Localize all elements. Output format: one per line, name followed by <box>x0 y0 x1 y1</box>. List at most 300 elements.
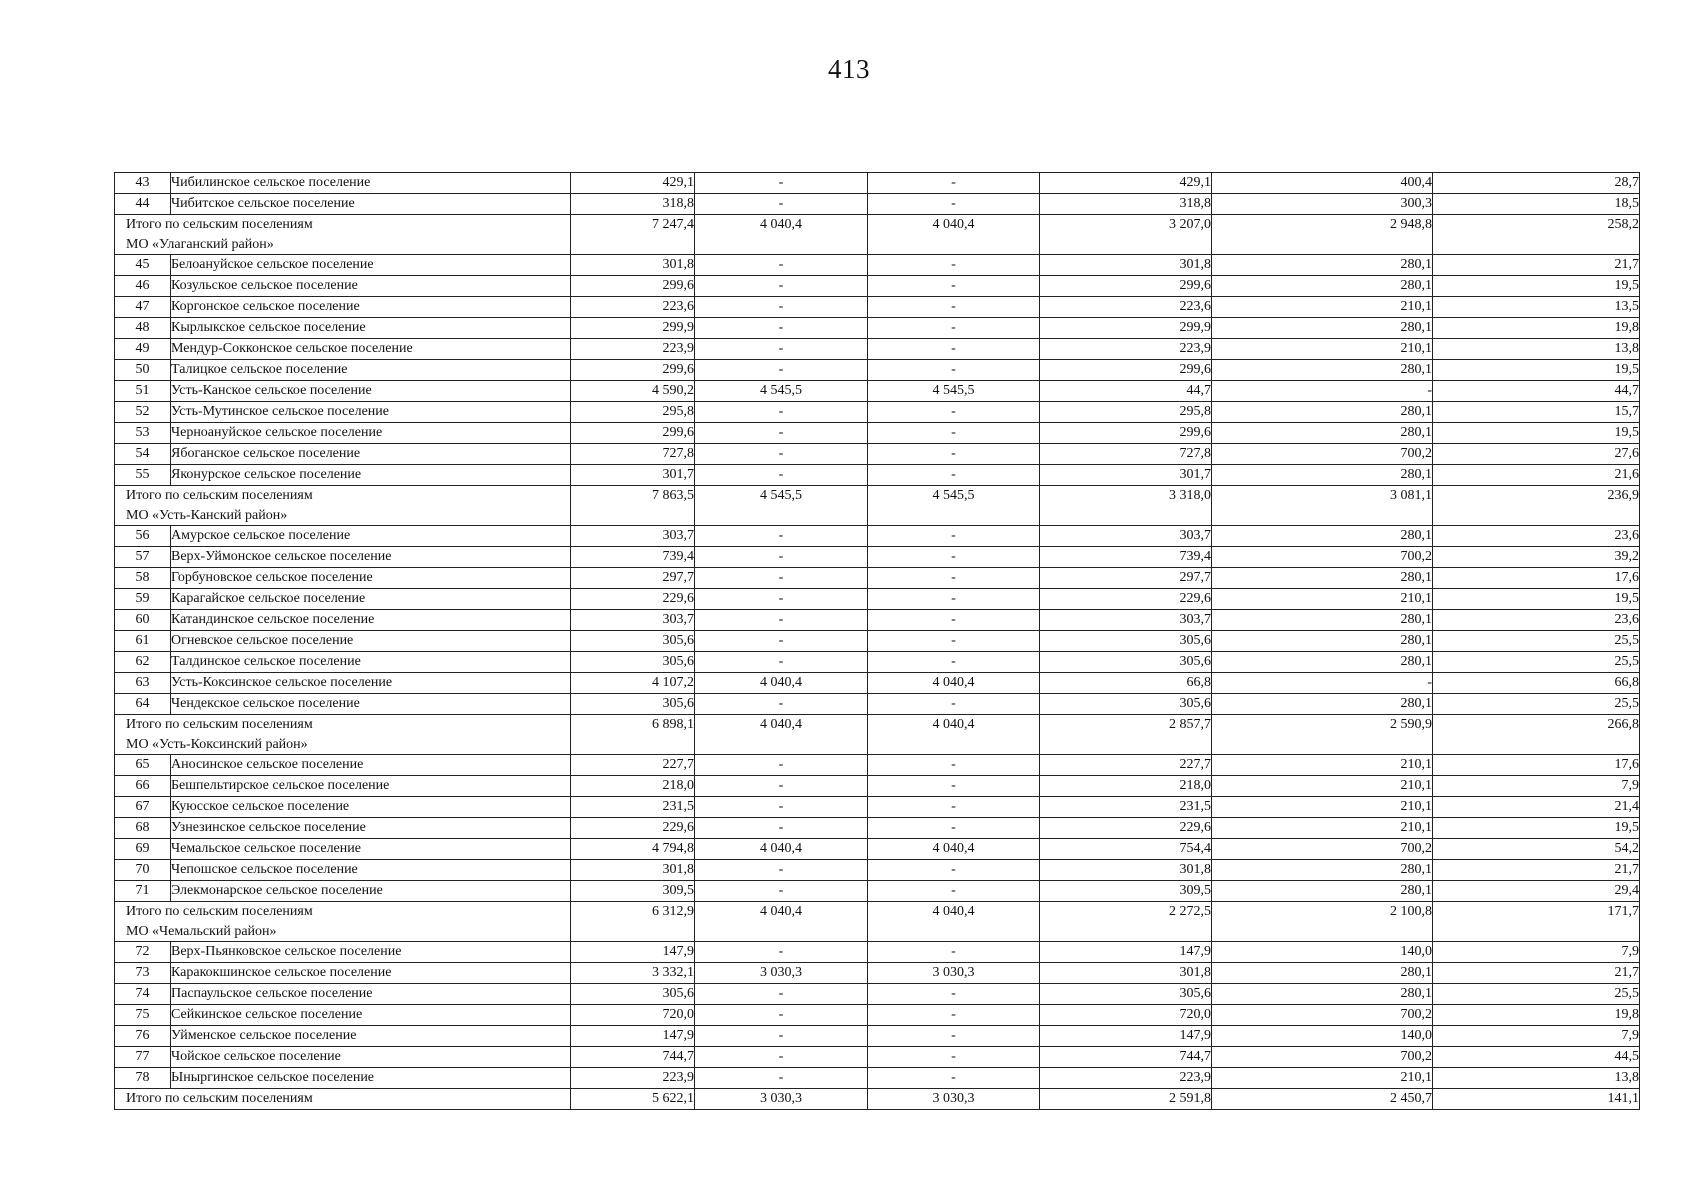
value-cell-v2: - <box>695 526 868 547</box>
table-row <box>115 673 1640 694</box>
subtotal-label-line2: МО «Чемальский район» <box>126 923 277 939</box>
subtotal-label <box>115 902 571 942</box>
value-cell-v6: 236,9 <box>1433 486 1640 526</box>
table-row <box>115 839 1640 860</box>
value-cell-v1: 303,7 <box>571 526 695 547</box>
value-cell-v2: - <box>695 276 868 297</box>
value-cell-v3: 4 545,5 <box>868 381 1040 402</box>
value-cell-v5: 210,1 <box>1212 297 1433 318</box>
value-cell-v1: 4 590,2 <box>571 381 695 402</box>
value-cell-v5: 2 450,7 <box>1212 1089 1433 1110</box>
value-cell-v1: 297,7 <box>571 568 695 589</box>
value-cell-v3: - <box>868 589 1040 610</box>
value-cell-v2: 3 030,3 <box>695 963 868 984</box>
subtotal-label-line1: Итого по сельским поселениям <box>126 904 313 919</box>
value-cell-v6: 17,6 <box>1433 755 1640 776</box>
value-cell-v2: - <box>695 255 868 276</box>
value-cell-v2: 4 040,4 <box>695 673 868 694</box>
value-cell-v6: 29,4 <box>1433 881 1640 902</box>
value-cell-v5: 700,2 <box>1212 444 1433 465</box>
value-cell-v1: 301,8 <box>571 860 695 881</box>
value-cell-v1: 223,6 <box>571 297 695 318</box>
value-cell-v5: 700,2 <box>1212 547 1433 568</box>
value-cell-v2: - <box>695 194 868 215</box>
value-cell-v1: 309,5 <box>571 881 695 902</box>
value-cell-v4: 305,6 <box>1040 631 1212 652</box>
row-number: 78 <box>115 1068 171 1089</box>
value-cell-v3: - <box>868 818 1040 839</box>
value-cell-v2: - <box>695 881 868 902</box>
value-cell-v3: - <box>868 1068 1040 1089</box>
value-cell-v5: 210,1 <box>1212 755 1433 776</box>
table-row <box>115 568 1640 589</box>
value-cell-v1: 7 247,4 <box>571 215 695 255</box>
value-cell-v5: 300,3 <box>1212 194 1433 215</box>
value-cell-v5: 280,1 <box>1212 631 1433 652</box>
value-cell-v4: 227,7 <box>1040 755 1212 776</box>
value-cell-v1: 739,4 <box>571 547 695 568</box>
value-cell-v5: 280,1 <box>1212 276 1433 297</box>
settlement-name: Козульское сельское поселение <box>171 276 571 297</box>
value-cell-v6: 266,8 <box>1433 715 1640 755</box>
value-cell-v2: - <box>695 1047 868 1068</box>
value-cell-v4: 66,8 <box>1040 673 1212 694</box>
value-cell-v5: 280,1 <box>1212 963 1433 984</box>
value-cell-v3: - <box>868 360 1040 381</box>
value-cell-v3: - <box>868 1047 1040 1068</box>
value-cell-v4: 720,0 <box>1040 1005 1212 1026</box>
value-cell-v5: 280,1 <box>1212 860 1433 881</box>
subtotal-label <box>115 486 571 526</box>
table-row <box>115 818 1640 839</box>
value-cell-v3: - <box>868 568 1040 589</box>
value-cell-v1: 305,6 <box>571 694 695 715</box>
budget-table <box>114 172 1640 1110</box>
settlement-name: Уйменское сельское поселение <box>171 1026 571 1047</box>
value-cell-v5: 700,2 <box>1212 1005 1433 1026</box>
value-cell-v5: 140,0 <box>1212 942 1433 963</box>
value-cell-v4: 295,8 <box>1040 402 1212 423</box>
value-cell-v3: 4 040,4 <box>868 902 1040 942</box>
value-cell-v3: - <box>868 444 1040 465</box>
table-row <box>115 402 1640 423</box>
value-cell-v2: 3 030,3 <box>695 1089 868 1110</box>
table-row <box>115 755 1640 776</box>
value-cell-v2: - <box>695 547 868 568</box>
row-number: 68 <box>115 818 171 839</box>
value-cell-v4: 305,6 <box>1040 984 1212 1005</box>
row-number: 58 <box>115 568 171 589</box>
value-cell-v4: 2 272,5 <box>1040 902 1212 942</box>
subtotal-row <box>115 486 1640 526</box>
value-cell-v1: 305,6 <box>571 984 695 1005</box>
value-cell-v3: - <box>868 339 1040 360</box>
row-number: 67 <box>115 797 171 818</box>
value-cell-v4: 2 591,8 <box>1040 1089 1212 1110</box>
settlement-name: Ябоганское сельское поселение <box>171 444 571 465</box>
value-cell-v4: 303,7 <box>1040 610 1212 631</box>
value-cell-v6: 19,8 <box>1433 318 1640 339</box>
value-cell-v2: 4 545,5 <box>695 486 868 526</box>
value-cell-v4: 3 318,0 <box>1040 486 1212 526</box>
value-cell-v5: 280,1 <box>1212 652 1433 673</box>
settlement-name: Куюсское сельское поселение <box>171 797 571 818</box>
value-cell-v1: 720,0 <box>571 1005 695 1026</box>
value-cell-v6: 25,5 <box>1433 694 1640 715</box>
value-cell-v3: - <box>868 610 1040 631</box>
value-cell-v5: 280,1 <box>1212 360 1433 381</box>
value-cell-v5: - <box>1212 673 1433 694</box>
value-cell-v4: 318,8 <box>1040 194 1212 215</box>
value-cell-v1: 744,7 <box>571 1047 695 1068</box>
settlement-name: Черноануйское сельское поселение <box>171 423 571 444</box>
value-cell-v2: - <box>695 568 868 589</box>
value-cell-v1: 223,9 <box>571 339 695 360</box>
value-cell-v5: 210,1 <box>1212 818 1433 839</box>
settlement-name: Чендекское сельское поселение <box>171 694 571 715</box>
value-cell-v3: 3 030,3 <box>868 963 1040 984</box>
value-cell-v4: 231,5 <box>1040 797 1212 818</box>
value-cell-v1: 223,9 <box>571 1068 695 1089</box>
subtotal-label-line1: Итого по сельским поселениям <box>126 717 313 732</box>
value-cell-v4: 299,6 <box>1040 423 1212 444</box>
value-cell-v1: 301,7 <box>571 465 695 486</box>
value-cell-v4: 303,7 <box>1040 526 1212 547</box>
value-cell-v6: 23,6 <box>1433 526 1640 547</box>
value-cell-v5: - <box>1212 381 1433 402</box>
value-cell-v4: 299,6 <box>1040 276 1212 297</box>
table-row <box>115 652 1640 673</box>
value-cell-v3: - <box>868 297 1040 318</box>
settlement-name: Элекмонарское сельское поселение <box>171 881 571 902</box>
subtotal-row <box>115 902 1640 942</box>
value-cell-v5: 280,1 <box>1212 318 1433 339</box>
value-cell-v6: 7,9 <box>1433 1026 1640 1047</box>
row-number: 55 <box>115 465 171 486</box>
table-row <box>115 610 1640 631</box>
settlement-name: Усть-Канское сельское поселение <box>171 381 571 402</box>
table-row <box>115 444 1640 465</box>
row-number: 71 <box>115 881 171 902</box>
value-cell-v1: 6 312,9 <box>571 902 695 942</box>
value-cell-v5: 280,1 <box>1212 465 1433 486</box>
subtotal-row <box>115 1089 1640 1110</box>
subtotal-label-line1: Итого по сельским поселениям <box>126 488 313 503</box>
settlement-name: Амурское сельское поселение <box>171 526 571 547</box>
value-cell-v1: 5 622,1 <box>571 1089 695 1110</box>
settlement-name: Мендур-Сокконское сельское поселение <box>171 339 571 360</box>
value-cell-v4: 229,6 <box>1040 589 1212 610</box>
value-cell-v4: 297,7 <box>1040 568 1212 589</box>
value-cell-v4: 744,7 <box>1040 1047 1212 1068</box>
settlement-name: Верх-Пьянковское сельское поселение <box>171 942 571 963</box>
value-cell-v6: 21,7 <box>1433 963 1640 984</box>
subtotal-label-line2: МО «Усть-Коксинский район» <box>126 736 308 752</box>
value-cell-v1: 218,0 <box>571 776 695 797</box>
row-number: 70 <box>115 860 171 881</box>
value-cell-v4: 3 207,0 <box>1040 215 1212 255</box>
table-row <box>115 318 1640 339</box>
table-row <box>115 1026 1640 1047</box>
value-cell-v4: 754,4 <box>1040 839 1212 860</box>
value-cell-v3: - <box>868 547 1040 568</box>
value-cell-v5: 700,2 <box>1212 1047 1433 1068</box>
subtotal-label-line1: Итого по сельским поселениям <box>126 1091 313 1106</box>
row-number: 76 <box>115 1026 171 1047</box>
subtotal-label-line2: МО «Улаганский район» <box>126 236 274 252</box>
value-cell-v6: 258,2 <box>1433 215 1640 255</box>
value-cell-v5: 280,1 <box>1212 610 1433 631</box>
value-cell-v3: - <box>868 1005 1040 1026</box>
value-cell-v3: - <box>868 1026 1040 1047</box>
table-row <box>115 339 1640 360</box>
value-cell-v6: 13,8 <box>1433 339 1640 360</box>
value-cell-v2: - <box>695 631 868 652</box>
settlement-name: Каракокшинское сельское поселение <box>171 963 571 984</box>
table-row <box>115 465 1640 486</box>
value-cell-v4: 147,9 <box>1040 1026 1212 1047</box>
table-row <box>115 255 1640 276</box>
value-cell-v6: 66,8 <box>1433 673 1640 694</box>
value-cell-v4: 147,9 <box>1040 942 1212 963</box>
subtotal-label <box>115 1089 571 1110</box>
settlement-name: Чибилинское сельское поселение <box>171 173 571 194</box>
table-row <box>115 881 1640 902</box>
value-cell-v3: - <box>868 465 1040 486</box>
value-cell-v2: - <box>695 860 868 881</box>
value-cell-v1: 305,6 <box>571 631 695 652</box>
value-cell-v6: 15,7 <box>1433 402 1640 423</box>
table-row <box>115 860 1640 881</box>
value-cell-v1: 727,8 <box>571 444 695 465</box>
value-cell-v6: 17,6 <box>1433 568 1640 589</box>
value-cell-v3: - <box>868 173 1040 194</box>
value-cell-v2: - <box>695 984 868 1005</box>
table-row <box>115 423 1640 444</box>
value-cell-v2: - <box>695 1068 868 1089</box>
row-number: 49 <box>115 339 171 360</box>
value-cell-v2: - <box>695 339 868 360</box>
table-row <box>115 776 1640 797</box>
value-cell-v4: 739,4 <box>1040 547 1212 568</box>
value-cell-v1: 301,8 <box>571 255 695 276</box>
table-row <box>115 381 1640 402</box>
value-cell-v1: 147,9 <box>571 1026 695 1047</box>
value-cell-v3: - <box>868 860 1040 881</box>
value-cell-v3: - <box>868 526 1040 547</box>
table-row <box>115 276 1640 297</box>
value-cell-v3: - <box>868 984 1040 1005</box>
value-cell-v6: 13,8 <box>1433 1068 1640 1089</box>
value-cell-v5: 210,1 <box>1212 797 1433 818</box>
row-number: 61 <box>115 631 171 652</box>
subtotal-label <box>115 715 571 755</box>
row-number: 54 <box>115 444 171 465</box>
value-cell-v5: 210,1 <box>1212 776 1433 797</box>
value-cell-v3: - <box>868 776 1040 797</box>
settlement-name: Сейкинское сельское поселение <box>171 1005 571 1026</box>
value-cell-v4: 305,6 <box>1040 694 1212 715</box>
table-row <box>115 1005 1640 1026</box>
table-row <box>115 984 1640 1005</box>
value-cell-v2: - <box>695 318 868 339</box>
value-cell-v2: 4 040,4 <box>695 839 868 860</box>
value-cell-v6: 19,5 <box>1433 818 1640 839</box>
settlement-name: Яконурское сельское поселение <box>171 465 571 486</box>
settlement-name: Усть-Мутинское сельское поселение <box>171 402 571 423</box>
value-cell-v3: 4 040,4 <box>868 715 1040 755</box>
value-cell-v6: 44,5 <box>1433 1047 1640 1068</box>
value-cell-v3: - <box>868 255 1040 276</box>
table-row <box>115 694 1640 715</box>
value-cell-v2: 4 040,4 <box>695 215 868 255</box>
subtotal-row <box>115 715 1640 755</box>
settlement-name: Бешпельтирское сельское поселение <box>171 776 571 797</box>
value-cell-v2: - <box>695 1026 868 1047</box>
value-cell-v3: - <box>868 694 1040 715</box>
value-cell-v5: 280,1 <box>1212 526 1433 547</box>
value-cell-v1: 4 107,2 <box>571 673 695 694</box>
value-cell-v1: 295,8 <box>571 402 695 423</box>
value-cell-v6: 27,6 <box>1433 444 1640 465</box>
value-cell-v3: - <box>868 797 1040 818</box>
value-cell-v2: - <box>695 465 868 486</box>
value-cell-v4: 301,8 <box>1040 860 1212 881</box>
value-cell-v6: 171,7 <box>1433 902 1640 942</box>
value-cell-v3: 4 040,4 <box>868 673 1040 694</box>
settlement-name: Паспаульское сельское поселение <box>171 984 571 1005</box>
value-cell-v5: 280,1 <box>1212 984 1433 1005</box>
value-cell-v5: 280,1 <box>1212 694 1433 715</box>
value-cell-v3: - <box>868 194 1040 215</box>
row-number: 46 <box>115 276 171 297</box>
settlement-name: Аносинское сельское поселение <box>171 755 571 776</box>
value-cell-v4: 229,6 <box>1040 818 1212 839</box>
value-cell-v1: 303,7 <box>571 610 695 631</box>
value-cell-v2: 4 040,4 <box>695 715 868 755</box>
value-cell-v2: - <box>695 610 868 631</box>
value-cell-v6: 19,5 <box>1433 589 1640 610</box>
row-number: 75 <box>115 1005 171 1026</box>
row-number: 72 <box>115 942 171 963</box>
row-number: 77 <box>115 1047 171 1068</box>
row-number: 56 <box>115 526 171 547</box>
subtotal-label-line1: Итого по сельским поселениям <box>126 217 313 232</box>
value-cell-v5: 700,2 <box>1212 839 1433 860</box>
value-cell-v1: 299,6 <box>571 423 695 444</box>
value-cell-v3: 4 545,5 <box>868 486 1040 526</box>
value-cell-v2: - <box>695 444 868 465</box>
value-cell-v3: 3 030,3 <box>868 1089 1040 1110</box>
settlement-name: Горбуновское сельское поселение <box>171 568 571 589</box>
value-cell-v6: 21,7 <box>1433 255 1640 276</box>
value-cell-v1: 305,6 <box>571 652 695 673</box>
value-cell-v4: 299,9 <box>1040 318 1212 339</box>
value-cell-v1: 229,6 <box>571 589 695 610</box>
value-cell-v2: - <box>695 173 868 194</box>
value-cell-v6: 23,6 <box>1433 610 1640 631</box>
row-number: 53 <box>115 423 171 444</box>
table-row <box>115 942 1640 963</box>
settlement-name: Усть-Коксинское сельское поселение <box>171 673 571 694</box>
value-cell-v1: 299,6 <box>571 276 695 297</box>
value-cell-v5: 2 948,8 <box>1212 215 1433 255</box>
value-cell-v4: 301,8 <box>1040 963 1212 984</box>
value-cell-v4: 429,1 <box>1040 173 1212 194</box>
table-row <box>115 547 1640 568</box>
value-cell-v4: 223,9 <box>1040 1068 1212 1089</box>
value-cell-v6: 28,7 <box>1433 173 1640 194</box>
settlement-name: Огневское сельское поселение <box>171 631 571 652</box>
value-cell-v2: 4 040,4 <box>695 902 868 942</box>
value-cell-v1: 4 794,8 <box>571 839 695 860</box>
value-cell-v6: 54,2 <box>1433 839 1640 860</box>
value-cell-v3: - <box>868 402 1040 423</box>
settlement-name: Талдинское сельское поселение <box>171 652 571 673</box>
value-cell-v2: - <box>695 755 868 776</box>
subtotal-label <box>115 215 571 255</box>
value-cell-v5: 280,1 <box>1212 255 1433 276</box>
value-cell-v1: 227,7 <box>571 755 695 776</box>
value-cell-v6: 19,5 <box>1433 276 1640 297</box>
value-cell-v6: 44,7 <box>1433 381 1640 402</box>
table-row <box>115 1068 1640 1089</box>
value-cell-v5: 3 081,1 <box>1212 486 1433 526</box>
value-cell-v2: - <box>695 360 868 381</box>
value-cell-v1: 318,8 <box>571 194 695 215</box>
table-row <box>115 526 1640 547</box>
value-cell-v2: - <box>695 776 868 797</box>
row-number: 43 <box>115 173 171 194</box>
value-cell-v4: 305,6 <box>1040 652 1212 673</box>
row-number: 74 <box>115 984 171 1005</box>
row-number: 51 <box>115 381 171 402</box>
value-cell-v2: - <box>695 694 868 715</box>
value-cell-v1: 299,6 <box>571 360 695 381</box>
value-cell-v6: 19,5 <box>1433 423 1640 444</box>
table-row <box>115 963 1640 984</box>
value-cell-v3: - <box>868 276 1040 297</box>
row-number: 57 <box>115 547 171 568</box>
subtotal-label-line2: МО «Усть-Канский район» <box>126 507 288 523</box>
value-cell-v3: - <box>868 942 1040 963</box>
settlement-name: Чойское сельское поселение <box>171 1047 571 1068</box>
table-row <box>115 1047 1640 1068</box>
value-cell-v6: 25,5 <box>1433 984 1640 1005</box>
value-cell-v3: 4 040,4 <box>868 215 1040 255</box>
value-cell-v6: 25,5 <box>1433 652 1640 673</box>
settlement-name: Верх-Уймонское сельское поселение <box>171 547 571 568</box>
value-cell-v6: 39,2 <box>1433 547 1640 568</box>
value-cell-v5: 210,1 <box>1212 589 1433 610</box>
value-cell-v4: 223,9 <box>1040 339 1212 360</box>
value-cell-v4: 301,8 <box>1040 255 1212 276</box>
value-cell-v3: - <box>868 755 1040 776</box>
value-cell-v2: - <box>695 297 868 318</box>
value-cell-v5: 280,1 <box>1212 402 1433 423</box>
value-cell-v1: 231,5 <box>571 797 695 818</box>
value-cell-v5: 2 590,9 <box>1212 715 1433 755</box>
value-cell-v2: - <box>695 797 868 818</box>
row-number: 73 <box>115 963 171 984</box>
settlement-name: Чибитское сельское поселение <box>171 194 571 215</box>
value-cell-v2: 4 545,5 <box>695 381 868 402</box>
row-number: 60 <box>115 610 171 631</box>
value-cell-v5: 2 100,8 <box>1212 902 1433 942</box>
row-number: 47 <box>115 297 171 318</box>
value-cell-v1: 229,6 <box>571 818 695 839</box>
settlement-name: Чепошское сельское поселение <box>171 860 571 881</box>
